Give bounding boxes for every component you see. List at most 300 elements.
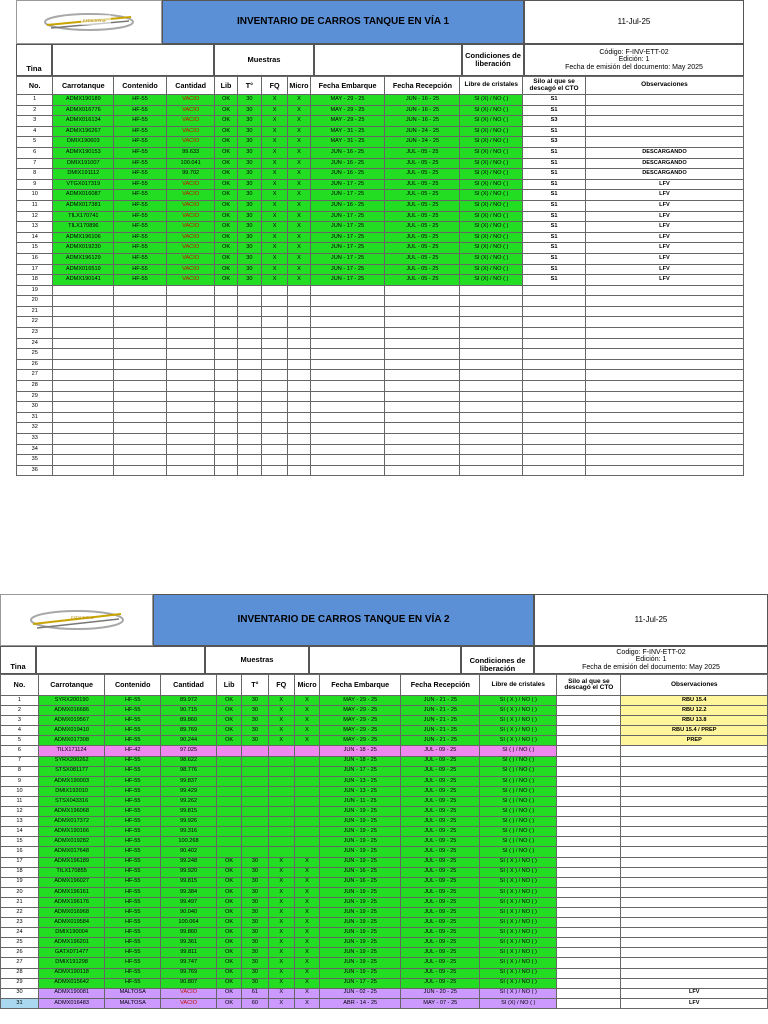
- cell-fecha-embarque: JUN - 16 - 25: [310, 147, 385, 158]
- cell-carrotanque: [53, 381, 114, 392]
- cell-temperatura: [237, 381, 261, 392]
- cell-fecha-recepcion: JUL - 09 - 25: [401, 928, 480, 938]
- cell-libre-cristales: SI ( ) / NO ( ): [480, 837, 557, 847]
- cell-cantidad: VACIO: [166, 253, 215, 264]
- cell-micro: X: [294, 706, 319, 716]
- cell-silo: S1: [523, 158, 586, 169]
- cell-fecha-recepcion: JUN - 21 - 25: [401, 736, 480, 746]
- cell-row-number: 28: [17, 381, 53, 392]
- cell-lib: OK: [216, 998, 241, 1008]
- header-spacer: [314, 44, 462, 76]
- document-emission: Fecha de emisión del documento: May 2025: [582, 663, 720, 671]
- cell-micro: [288, 455, 310, 466]
- cell-temperatura: 30: [242, 877, 268, 887]
- cell-temperatura: [242, 796, 268, 806]
- cell-micro: X: [288, 211, 310, 222]
- cell-fecha-embarque: MAY - 29 - 25: [320, 726, 401, 736]
- cell-cantidad: [166, 296, 215, 307]
- cell-observaciones: DESCARGANDO: [585, 147, 743, 158]
- cell-libre-cristales: SI ( ) / NO ( ): [480, 746, 557, 756]
- cell-silo: [523, 328, 586, 339]
- table-row: [1, 696, 768, 706]
- cell-carrotanque: ADMX019584: [38, 918, 104, 928]
- cell-contenido: HF-55: [114, 275, 167, 286]
- cell-micro: [288, 381, 310, 392]
- cell-libre-cristales: [460, 402, 523, 413]
- cell-silo: S1: [523, 147, 586, 158]
- cell-micro: [288, 306, 310, 317]
- cell-row-number: 16: [1, 847, 39, 857]
- table-row: [1, 726, 768, 736]
- cell-libre-cristales: [460, 306, 523, 317]
- cell-micro: [294, 807, 319, 817]
- cell-observaciones: [621, 766, 768, 776]
- table-row: [1, 817, 768, 827]
- cell-cantidad: VACIO: [166, 200, 215, 211]
- cell-libre-cristales: [460, 370, 523, 381]
- cell-fecha-embarque: [310, 444, 385, 455]
- cell-observaciones: [585, 338, 743, 349]
- cell-contenido: HF-55: [105, 877, 161, 887]
- cell-micro: X: [294, 978, 319, 988]
- cell-silo: [523, 444, 586, 455]
- cell-row-number: 34: [17, 444, 53, 455]
- cell-fq: X: [268, 988, 294, 998]
- cell-fecha-recepcion: [385, 381, 460, 392]
- cell-silo: [523, 349, 586, 360]
- cell-silo: [557, 716, 621, 726]
- cell-micro: [288, 328, 310, 339]
- table-row: [17, 275, 744, 286]
- table-row: [17, 211, 744, 222]
- cell-fecha-recepcion: MAY - 07 - 25: [401, 998, 480, 1008]
- cell-fecha-embarque: [310, 349, 385, 360]
- cell-cantidad: [166, 328, 215, 339]
- cell-carrotanque: ADMX196189: [38, 857, 104, 867]
- cell-lib: OK: [216, 988, 241, 998]
- cell-silo: S1: [523, 243, 586, 254]
- cell-contenido: HF-55: [105, 978, 161, 988]
- cell-carrotanque: [53, 370, 114, 381]
- cell-silo: S1: [523, 275, 586, 286]
- cell-lib: [215, 338, 237, 349]
- table-row: [1, 776, 768, 786]
- cell-silo: [557, 978, 621, 988]
- cell-libre-cristales: SI ( X ) / NO ( ): [480, 988, 557, 998]
- cell-libre-cristales: [460, 381, 523, 392]
- cell-fq: [268, 766, 294, 776]
- cell-contenido: HF-55: [114, 169, 167, 180]
- table-row: [17, 200, 744, 211]
- cell-libre-cristales: [460, 434, 523, 445]
- cell-micro: [288, 285, 310, 296]
- cell-micro: [288, 402, 310, 413]
- cell-libre-cristales: SI (X) / NO ( ): [460, 137, 523, 148]
- cell-lib: OK: [216, 948, 241, 958]
- header-lib: Lib: [216, 675, 241, 696]
- cell-row-number: 11: [1, 796, 39, 806]
- cell-lib: OK: [215, 126, 237, 137]
- cell-observaciones: [585, 455, 743, 466]
- cell-silo: [557, 817, 621, 827]
- cell-contenido: HF-55: [105, 726, 161, 736]
- cell-fecha-recepcion: JUL - 09 - 25: [401, 877, 480, 887]
- cell-fecha-embarque: JUN - 17 - 25: [310, 211, 385, 222]
- cell-libre-cristales: SI (X) / NO ( ): [460, 200, 523, 211]
- cell-row-number: 8: [1, 766, 39, 776]
- cell-micro: X: [294, 726, 319, 736]
- cell-libre-cristales: SI ( X ) / NO ( ): [480, 978, 557, 988]
- cell-fecha-embarque: JUN - 13 - 25: [320, 776, 401, 786]
- cell-fecha-embarque: JUN - 02 - 25: [320, 988, 401, 998]
- cell-observaciones: [585, 402, 743, 413]
- cell-row-number: 1: [17, 95, 53, 106]
- table-row: [1, 786, 768, 796]
- cell-fq: X: [261, 232, 287, 243]
- cell-libre-cristales: [460, 391, 523, 402]
- cell-fecha-recepcion: JUL - 09 - 25: [401, 968, 480, 978]
- cell-fecha-recepcion: JUL - 09 - 25: [401, 958, 480, 968]
- cell-observaciones: LFV: [585, 200, 743, 211]
- cell-lib: OK: [216, 857, 241, 867]
- cell-row-number: 2: [1, 706, 39, 716]
- cell-lib: [215, 306, 237, 317]
- cell-cantidad: 99.262: [161, 796, 217, 806]
- cell-silo: [557, 857, 621, 867]
- cell-silo: S1: [523, 179, 586, 190]
- cell-micro: X: [294, 867, 319, 877]
- cell-carrotanque: ADMX190189: [53, 95, 114, 106]
- cell-row-number: 29: [1, 978, 39, 988]
- cell-micro: [294, 837, 319, 847]
- cell-libre-cristales: SI ( X ) / NO ( ): [480, 918, 557, 928]
- cell-micro: X: [288, 105, 310, 116]
- cell-micro: [294, 776, 319, 786]
- cell-micro: X: [294, 928, 319, 938]
- cell-temperatura: [237, 423, 261, 434]
- cell-carrotanque: ADMX196176: [38, 897, 104, 907]
- cell-lib: [215, 465, 237, 476]
- cell-row-number: 18: [1, 867, 39, 877]
- cell-silo: [557, 696, 621, 706]
- cell-carrotanque: [53, 423, 114, 434]
- cell-micro: X: [294, 958, 319, 968]
- cell-temperatura: [237, 296, 261, 307]
- cell-fecha-embarque: JUN - 16 - 25: [320, 867, 401, 877]
- cell-observaciones: LFV: [621, 988, 768, 998]
- header-lib: Lib: [215, 77, 237, 95]
- header-silo: Silo al que se descagó el CTO: [557, 675, 621, 696]
- table-row: [17, 328, 744, 339]
- cell-lib: [216, 786, 241, 796]
- cell-contenido: [114, 434, 167, 445]
- cell-lib: OK: [216, 887, 241, 897]
- cell-temperatura: 30: [242, 867, 268, 877]
- cell-silo: [523, 412, 586, 423]
- cell-temperatura: [242, 746, 268, 756]
- cell-micro: [288, 359, 310, 370]
- cell-fq: X: [268, 716, 294, 726]
- cell-observaciones: [585, 381, 743, 392]
- cell-micro: [288, 349, 310, 360]
- cell-cantidad: [166, 285, 215, 296]
- cell-carrotanque: DMIX191007: [53, 158, 114, 169]
- muestras-header: Muestras: [205, 646, 309, 674]
- cell-observaciones: [585, 306, 743, 317]
- cell-fecha-recepcion: JUL - 09 - 25: [401, 978, 480, 988]
- cell-fecha-recepcion: JUL - 09 - 25: [401, 857, 480, 867]
- cell-observaciones: [621, 807, 768, 817]
- cell-cantidad: 90.402: [161, 847, 217, 857]
- table-row: [1, 756, 768, 766]
- cell-observaciones: LFV: [585, 222, 743, 233]
- cell-cantidad: 99.384: [161, 887, 217, 897]
- cell-temperatura: 30: [237, 253, 261, 264]
- cell-row-number: 31: [17, 412, 53, 423]
- cell-carrotanque: [53, 359, 114, 370]
- cell-micro: X: [294, 968, 319, 978]
- cell-lib: [215, 296, 237, 307]
- cell-libre-cristales: SI ( X ) / NO ( ): [480, 907, 557, 917]
- cell-silo: [523, 423, 586, 434]
- cell-observaciones: RBU 15.4: [621, 696, 768, 706]
- cell-observaciones: [621, 948, 768, 958]
- cell-micro: [294, 827, 319, 837]
- cell-fq: [261, 328, 287, 339]
- cell-fq: X: [261, 116, 287, 127]
- cell-row-number: 23: [17, 328, 53, 339]
- table-row: [17, 158, 744, 169]
- cell-fq: [261, 455, 287, 466]
- cell-libre-cristales: SI (X) / NO ( ): [460, 275, 523, 286]
- cell-silo: [557, 907, 621, 917]
- cell-carrotanque: STSX043316: [38, 796, 104, 806]
- cell-temperatura: [237, 338, 261, 349]
- cell-fecha-embarque: JUN - 19 - 25: [320, 807, 401, 817]
- cell-cantidad: 99.248: [161, 857, 217, 867]
- cell-observaciones: [585, 412, 743, 423]
- cell-lib: [215, 285, 237, 296]
- cell-contenido: MALTOSA: [105, 988, 161, 998]
- cell-fecha-embarque: [310, 381, 385, 392]
- cell-observaciones: [585, 349, 743, 360]
- cell-row-number: 22: [17, 317, 53, 328]
- table-row: [17, 253, 744, 264]
- cell-observaciones: [621, 776, 768, 786]
- cell-contenido: MALTOSA: [105, 998, 161, 1008]
- cell-contenido: HF-55: [105, 827, 161, 837]
- cell-silo: [523, 285, 586, 296]
- cell-fecha-recepcion: JUN - 24 - 25: [385, 137, 460, 148]
- cell-fecha-embarque: [310, 465, 385, 476]
- cell-lib: OK: [215, 211, 237, 222]
- cell-temperatura: [242, 837, 268, 847]
- cell-fq: X: [268, 907, 294, 917]
- table-row: [1, 796, 768, 806]
- cell-lib: OK: [216, 877, 241, 887]
- table-row: [17, 359, 744, 370]
- cell-carrotanque: [53, 434, 114, 445]
- cell-carrotanque: ADMX016134: [53, 116, 114, 127]
- cell-fq: X: [261, 158, 287, 169]
- cell-observaciones: [585, 126, 743, 137]
- cell-fecha-recepcion: [385, 412, 460, 423]
- cell-carrotanque: ADMX016968: [38, 907, 104, 917]
- cell-cantidad: [166, 455, 215, 466]
- cell-observaciones: [621, 817, 768, 827]
- cell-carrotanque: ADMX190166: [38, 827, 104, 837]
- cell-fecha-recepcion: [385, 465, 460, 476]
- table-row: [1, 938, 768, 948]
- cell-cantidad: [166, 359, 215, 370]
- cell-fq: X: [261, 126, 287, 137]
- cell-silo: S3: [523, 116, 586, 127]
- cell-fecha-recepcion: [385, 455, 460, 466]
- cell-fecha-recepcion: [385, 359, 460, 370]
- cell-row-number: 10: [1, 786, 39, 796]
- cell-temperatura: [237, 328, 261, 339]
- header-spacer: [309, 646, 461, 674]
- document-edition: Edición: 1: [635, 656, 667, 664]
- cell-carrotanque: [53, 349, 114, 360]
- cell-row-number: 4: [17, 126, 53, 137]
- cell-fecha-embarque: JUN - 19 - 25: [320, 847, 401, 857]
- cell-contenido: HF-55: [105, 716, 161, 726]
- cell-silo: [523, 455, 586, 466]
- cell-micro: X: [288, 158, 310, 169]
- cell-contenido: HF-55: [105, 776, 161, 786]
- cell-silo: [557, 877, 621, 887]
- cell-micro: [288, 434, 310, 445]
- cell-fecha-recepcion: JUN - 21 - 25: [401, 716, 480, 726]
- cell-cantidad: 100.064: [161, 918, 217, 928]
- cell-libre-cristales: SI ( X ) / NO ( ): [480, 696, 557, 706]
- cell-fq: [261, 370, 287, 381]
- cell-cantidad: VACIO: [166, 179, 215, 190]
- cell-micro: X: [288, 232, 310, 243]
- cell-fq: X: [261, 147, 287, 158]
- cell-micro: X: [288, 147, 310, 158]
- cell-observaciones: LFV: [585, 232, 743, 243]
- cell-fecha-recepcion: JUL - 05 - 25: [385, 169, 460, 180]
- cell-fecha-recepcion: JUN - 21 - 25: [401, 726, 480, 736]
- cell-silo: [557, 827, 621, 837]
- cell-temperatura: [242, 756, 268, 766]
- svg-text:ESTACION de: ESTACION de: [70, 615, 94, 620]
- cell-carrotanque: ADMX019567: [38, 716, 104, 726]
- cell-temperatura: [242, 786, 268, 796]
- cell-fecha-recepcion: JUN - 16 - 25: [385, 116, 460, 127]
- cell-carrotanque: SYRX200190: [38, 696, 104, 706]
- cell-contenido: HF-55: [105, 867, 161, 877]
- cell-libre-cristales: SI ( X ) / NO ( ): [480, 928, 557, 938]
- cell-carrotanque: [53, 338, 114, 349]
- header-libre-cristales: Libre de cristales: [480, 675, 557, 696]
- cell-temperatura: 30: [242, 696, 268, 706]
- cell-row-number: 36: [17, 465, 53, 476]
- cell-micro: X: [288, 253, 310, 264]
- cell-row-number: 9: [17, 179, 53, 190]
- cell-carrotanque: [53, 296, 114, 307]
- cell-temperatura: 30: [242, 938, 268, 948]
- cell-fecha-recepcion: JUN - 24 - 25: [385, 126, 460, 137]
- cell-micro: X: [288, 200, 310, 211]
- cell-fecha-embarque: JUN - 17 - 25: [320, 766, 401, 776]
- cell-libre-cristales: SI ( X ) / NO ( ): [480, 877, 557, 887]
- cell-fecha-recepcion: [385, 317, 460, 328]
- header-temperatura: T°: [237, 77, 261, 95]
- cell-carrotanque: ADMX017308: [38, 736, 104, 746]
- cell-libre-cristales: [460, 328, 523, 339]
- cell-fecha-embarque: JUN - 17 - 25: [310, 243, 385, 254]
- header-fq: FQ: [268, 675, 294, 696]
- cell-observaciones: LFV: [585, 253, 743, 264]
- cell-lib: OK: [216, 907, 241, 917]
- cell-fecha-recepcion: JUL - 05 - 25: [385, 200, 460, 211]
- cell-micro: X: [294, 948, 319, 958]
- table-row: [1, 968, 768, 978]
- table-row: [1, 998, 768, 1008]
- cell-silo: [557, 897, 621, 907]
- cell-silo: [523, 370, 586, 381]
- cell-lib: [215, 412, 237, 423]
- cell-libre-cristales: SI ( X ) / NO ( ): [480, 726, 557, 736]
- cell-micro: [294, 756, 319, 766]
- cell-fecha-embarque: JUN - 16 - 25: [310, 169, 385, 180]
- document-emission: Fecha de emisión del documento: May 2025: [565, 63, 703, 71]
- cell-cantidad: [166, 412, 215, 423]
- cell-micro: X: [294, 897, 319, 907]
- cell-row-number: 3: [17, 116, 53, 127]
- cell-temperatura: 30: [237, 232, 261, 243]
- cell-observaciones: LFV: [585, 264, 743, 275]
- page-title: INVENTARIO DE CARROS TANQUE EN VÍA 1: [162, 0, 524, 44]
- cell-silo: [557, 776, 621, 786]
- cell-observaciones: [621, 907, 768, 917]
- cell-libre-cristales: SI ( X ) / NO ( ): [480, 938, 557, 948]
- cell-micro: [294, 786, 319, 796]
- cell-fecha-embarque: [310, 434, 385, 445]
- cell-carrotanque: [53, 444, 114, 455]
- header-contenido: Contenido: [105, 675, 161, 696]
- cell-cantidad: 99.497: [161, 897, 217, 907]
- header-silo: Silo al que se descagó el CTO: [523, 77, 586, 95]
- cell-micro: X: [294, 696, 319, 706]
- cell-contenido: [114, 317, 167, 328]
- cell-observaciones: LFV: [585, 190, 743, 201]
- cell-contenido: HF-55: [114, 211, 167, 222]
- cell-carrotanque: VTGX017319: [53, 179, 114, 190]
- cell-silo: [523, 296, 586, 307]
- tina-label: Tina: [0, 646, 36, 674]
- cell-carrotanque: GATX071477: [38, 948, 104, 958]
- cell-observaciones: [585, 328, 743, 339]
- table-row: [1, 867, 768, 877]
- table-row: [17, 391, 744, 402]
- cell-contenido: HF-55: [105, 837, 161, 847]
- table-row: [1, 988, 768, 998]
- cell-silo: [557, 837, 621, 847]
- cell-lib: [216, 766, 241, 776]
- cell-lib: [215, 317, 237, 328]
- cell-fecha-recepcion: JUN - 16 - 25: [385, 95, 460, 106]
- cell-fq: [261, 296, 287, 307]
- table-row: [1, 897, 768, 907]
- cell-carrotanque: ADMX015642: [38, 978, 104, 988]
- cell-temperatura: 30: [242, 918, 268, 928]
- cell-cantidad: VACIO: [166, 264, 215, 275]
- cell-fq: [268, 837, 294, 847]
